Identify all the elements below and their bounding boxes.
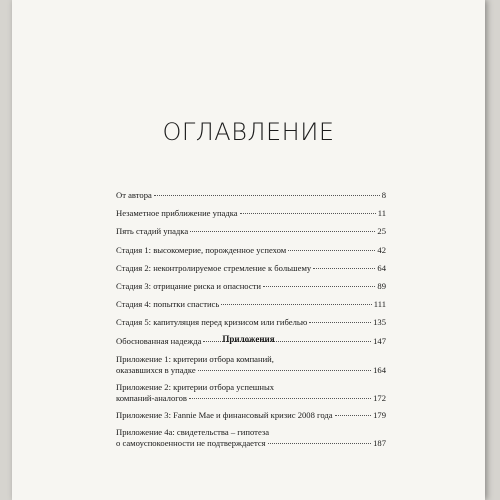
toc-page-number: 89 (377, 280, 386, 291)
leader-dots (263, 286, 375, 287)
appendix-page-number: 164 (373, 365, 386, 375)
toc-page-number: 64 (377, 262, 386, 273)
toc-label: Обоснованная надежда (116, 335, 202, 346)
toc-row (116, 317, 386, 328)
leader-dots (288, 250, 375, 251)
toc-row (116, 281, 386, 292)
appendix-label-line1: Приложение 4а: свидетельства – гипотеза (116, 427, 270, 437)
appendix-label-line2: о самоуспокоенности не подтверждается (116, 438, 266, 448)
appendix-entry (116, 354, 386, 376)
toc-label: Пять стадий упадка (116, 226, 189, 237)
leader-dots (190, 231, 375, 232)
toc-label: Стадия 1: высокомерие, порожденное успехом (116, 244, 287, 255)
toc-page-number: 111 (373, 299, 386, 310)
toc-page-number: 25 (377, 226, 386, 237)
appendix-label-line1: Приложение 1: критерии отбора компаний, (116, 354, 274, 364)
toc-page-number: 135 (373, 317, 386, 328)
leader-dots (154, 195, 380, 196)
toc-page-number: 8 (381, 190, 386, 200)
toc-label: Стадия 5: капитуляция перед кризисом или гибелью (116, 317, 308, 328)
appendix-label-line2: Приложение 3: Fannie Mae и финансовый кризис 2008 года (116, 410, 333, 420)
appendix-entry (116, 427, 386, 449)
appendix-page-number: 179 (373, 410, 386, 420)
appendix-page-number: 187 (373, 438, 386, 448)
leader-dots (268, 443, 372, 444)
leader-dots (313, 268, 375, 269)
appendix-page-number: 172 (373, 393, 386, 403)
toc-row (116, 299, 386, 310)
appendix-heading: Приложения (222, 334, 275, 344)
leader-dots (198, 370, 371, 371)
book-page (12, 0, 485, 500)
appendix-entry (116, 382, 386, 404)
leader-dots (240, 213, 376, 214)
toc-page-number: 42 (377, 244, 386, 255)
toc-row (116, 263, 386, 274)
toc-page-number: 11 (377, 208, 386, 219)
leader-dots (309, 322, 371, 323)
toc-page-number: 147 (373, 335, 386, 346)
appendix-entry (116, 410, 386, 421)
toc-label: Стадия 3: отрицание риска и опасности (116, 280, 261, 291)
toc-label: Стадия 2: неконтролируемое стремление к большему (116, 262, 312, 273)
appendix-label-line1: Приложение 2: критерии отбора успешных (116, 382, 275, 392)
table-of-contents (116, 190, 386, 354)
toc-label: От автора (116, 190, 152, 200)
toc-row (116, 226, 386, 237)
appendix-label-line2: оказавшихся в упадке (116, 365, 196, 375)
leader-dots (221, 304, 371, 305)
leader-dots (189, 398, 371, 399)
leader-dots (335, 415, 372, 416)
toc-row (116, 245, 386, 256)
appendix-label-line2: компаний-аналогов (116, 393, 187, 403)
toc-label: Незаметное приближение упадка (116, 208, 238, 219)
toc-label: Стадия 4: попытки спастись (116, 299, 220, 310)
page-title: ОГЛАВЛЕНИЕ (162, 118, 335, 146)
appendix-list (116, 354, 386, 455)
toc-row (116, 208, 386, 219)
toc-row (116, 190, 386, 201)
